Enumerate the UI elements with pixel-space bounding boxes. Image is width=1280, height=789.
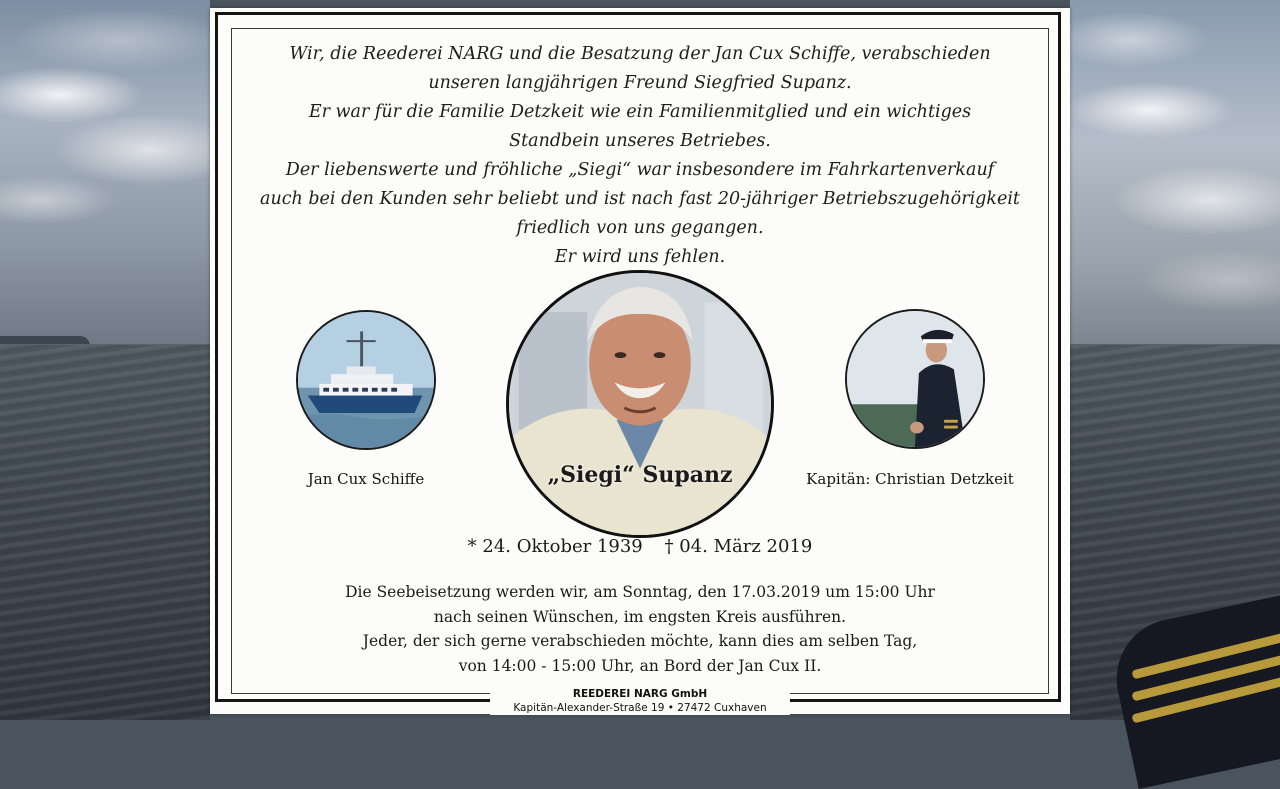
- life-dates: [240, 536, 1040, 557]
- intro-line: Der liebenswerte und fröhliche „Siegi“ war insbesondere im Fahrkartenverkauf: [285, 160, 995, 180]
- ship-illustration: [298, 312, 434, 448]
- portrait-illustration: [509, 273, 771, 535]
- cloudy-sky: [1070, 0, 1280, 350]
- captain-illustration: [847, 311, 983, 447]
- captain-caption: Kapitän: Christian Detzkeit: [806, 470, 1014, 488]
- background-sea-left: [0, 0, 210, 720]
- ship-caption: Jan Cux Schiffe: [307, 470, 425, 488]
- sea-waves: [0, 345, 210, 720]
- company-name: REEDEREI NARG GmbH: [572, 688, 708, 700]
- company-address: Kapitän-Alexander-Straße 19 • 27472 Cuxhaven: [513, 702, 767, 714]
- funeral-info: [240, 580, 1040, 678]
- intro-line: Er wird uns fehlen.: [554, 247, 726, 267]
- birth-date: * 24. Oktober 1939: [467, 536, 643, 557]
- death-date: † 04. März 2019: [664, 536, 813, 557]
- ship-photo: [296, 310, 436, 450]
- intro-text: [240, 40, 1040, 272]
- company-footer: [490, 688, 790, 715]
- portrait-photo: [506, 270, 774, 538]
- funeral-line: von 14:00 - 15:00 Uhr, an Bord der Jan Cux II.: [458, 656, 822, 675]
- intro-line: friedlich von uns gegangen.: [516, 218, 764, 238]
- intro-line: Standbein unseres Betriebes.: [509, 131, 771, 151]
- obituary-card: [210, 8, 1070, 714]
- intro-line: Wir, die Reederei NARG und die Besatzung der Jan Cux Schiffe, verabschieden: [289, 44, 991, 64]
- funeral-line: nach seinen Wünschen, im engsten Kreis ausführen.: [433, 607, 847, 626]
- funeral-line: Die Seebeisetzung werden wir, am Sonntag, den 17.03.2019 um 15:00 Uhr: [345, 583, 935, 601]
- intro-line: unseren langjährigen Freund Siegfried Supanz.: [428, 73, 852, 93]
- portrait-name-label: „Siegi“ Supanz: [547, 462, 733, 488]
- captain-photo: [845, 309, 985, 449]
- intro-line: auch bei den Kunden sehr beliebt und ist nach fast 20-jähriger Betriebszugehörigkeit: [260, 189, 1020, 209]
- funeral-line: Jeder, der sich gerne verabschieden möchte, kann dies am selben Tag,: [362, 632, 918, 650]
- cloudy-sky: [0, 0, 210, 350]
- intro-line: Er war für die Familie Detzkeit wie ein Familienmitglied und ein wichtiges: [308, 102, 972, 122]
